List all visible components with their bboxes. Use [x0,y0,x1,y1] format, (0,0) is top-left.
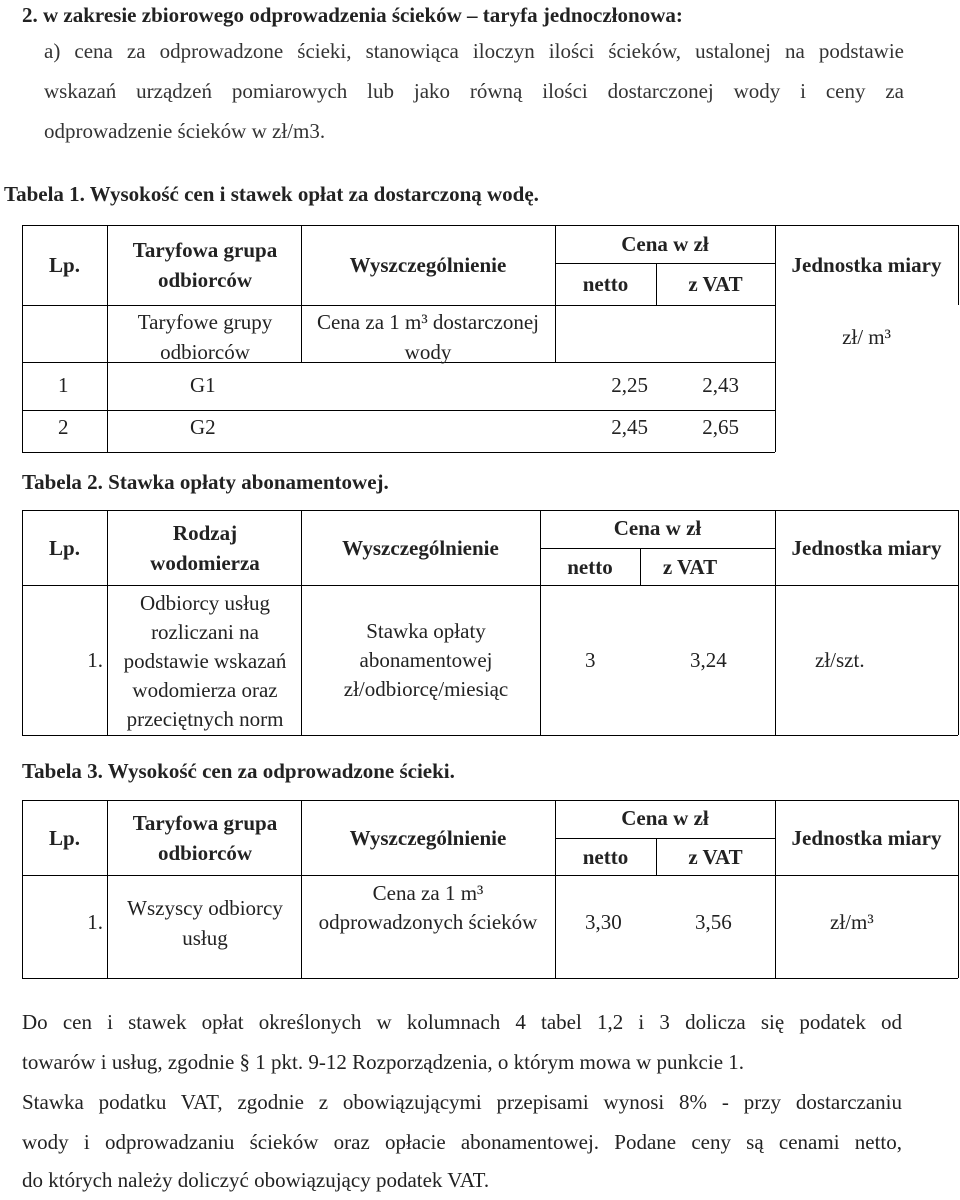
intro-line: a) cena za odprowadzone ścieki, stanowiąca iloczyn ilości ścieków, ustalonej na podstawie [44,39,904,63]
table3-caption: Tabela 3. Wysokość cen za odprowadzone ścieki. [22,759,455,783]
table3-header-group: Taryfowa grupa odbiorców [132,811,278,865]
table3-header-unit: Jednostka miary [791,826,942,850]
table-cell: 2,25 [611,373,648,397]
table1-header-lp: Lp. [49,253,80,277]
table3-header-spec: Wyszczególnienie [349,826,507,850]
table-cell: G2 [190,415,216,439]
table-cell: Cena za 1 m³ odprowadzonych ścieków [318,881,538,934]
table1-header-netto: netto [582,272,629,296]
table1-header-price: Cena w zł [621,232,709,256]
table1-subheader-group: Taryfowe grupy odbiorców [137,310,273,364]
table3-header-price: Cena w zł [621,806,709,830]
footer-line: wody i odprowadzaniu ścieków oraz opłacie abonamentowej. Podane ceny są cenami netto, [22,1130,902,1154]
table-cell: 3 [585,648,596,672]
section-heading: 2. w zakresie zbiorowego odprowadzenia ścieków – taryfa jednoczłonowa: [22,3,683,27]
table-cell: 2,45 [611,415,648,439]
table-cell: 1. [87,648,103,672]
table-cell: 3,30 [585,910,622,934]
footer-line: towarów i usług, zgodnie § 1 pkt. 9-12 Rozporządzenia, o którym mowa w punkcie 1. [22,1050,745,1074]
table1-header-unit: Jednostka miary [791,253,942,277]
table1-header-spec: Wyszczególnienie [349,253,507,277]
table-cell: Stawka opłaty abonamentowej zł/odbiorcę/miesiąc [343,619,509,701]
table1-header-group: Taryfowa grupa odbiorców [132,238,278,292]
footer-line: Do cen i stawek opłat określonych w kolumnach 4 tabel 1,2 i 3 dolicza się podatek od [22,1010,902,1034]
table-cell: 3,24 [690,648,727,672]
table1-caption: Tabela 1. Wysokość cen i stawek opłat za dostarczoną wodę. [4,182,539,206]
table3-header-lp: Lp. [49,826,80,850]
table2-caption: Tabela 2. Stawka opłaty abonamentowej. [22,470,389,494]
table3-header-netto: netto [582,845,629,869]
intro-line: wskazań urządzeń pomiarowych lub jako równą ilości dostarczonej wody i ceny za [44,79,904,103]
table-cell: G1 [190,373,216,397]
table1-subheader-spec: Cena za 1 m³ dostarczonej wody [316,310,540,364]
table-cell: 2,43 [702,373,739,397]
table1-header-vat: z VAT [688,272,743,296]
table2-header-netto: netto [567,555,613,579]
table2-header-spec: Wyszczególnienie [342,536,499,560]
table2-header-vat: z VAT [662,555,718,579]
table2-header-kind: Rodzaj wodomierza [150,521,260,575]
table-cell: 1 [58,373,69,397]
table-cell: 2,65 [702,415,739,439]
table-cell: 2 [58,415,69,439]
table-cell: Odbiorcy usług rozliczani na podstawie wskazań wodomierza oraz przeciętnych norm [123,591,287,731]
table2-header-unit: Jednostka miary [791,536,942,560]
table2-header-lp: Lp. [49,536,80,560]
footer-line: do których należy doliczyć obowiązujący podatek VAT. [22,1168,490,1192]
table-cell: 1. [87,910,103,934]
footer-line: Stawka podatku VAT, zgodnie z obowiązującymi przepisami wynosi 8% - przy dostarczaniu [22,1090,902,1114]
table-cell: zł/m³ [830,910,874,934]
table-cell: Wszyscy odbiorcy usług [127,896,283,950]
table3-header-vat: z VAT [688,845,743,869]
table-cell: zł/szt. [815,648,865,672]
intro-line: odprowadzenie ścieków w zł/m3. [44,119,326,143]
table-cell: 3,56 [695,910,732,934]
table2-header-price: Cena w zł [613,516,702,540]
table1-subheader-unit: zł/ m³ [842,325,891,349]
